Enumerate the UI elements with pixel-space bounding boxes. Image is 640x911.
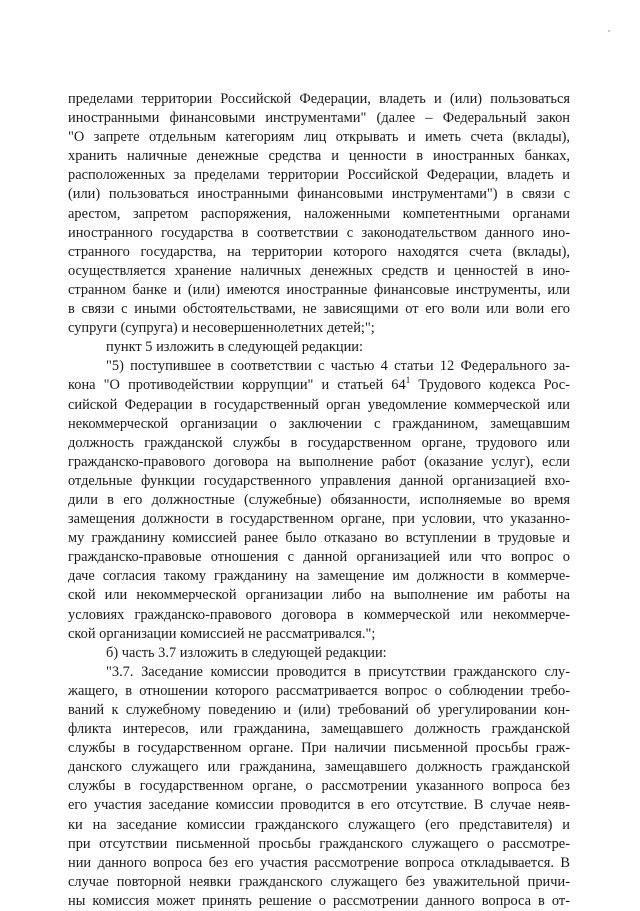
text-line: замещения должности в государственном органе, при условии, что указанно- [68,511,570,528]
text-line: дили в его должностные (служебные) обязанности, исполняемые во время [68,491,570,508]
text-line: жащего, в отношении которого рассматривается вопрос о соблюдении требо- [68,682,570,699]
text-line: данского служащего или гражданина, замещавшего должность гражданской [68,759,570,776]
text-line: нии данного вопроса без его участия рассмотрение вопроса откладывается. В [68,854,570,871]
text-line: "О запрете отдельным категориям лиц открывать и иметь счета (вклады), [68,129,570,146]
document-body [68,90,570,911]
text-line: ки на заседание комиссии гражданского служащего (его представителя) и [68,816,570,833]
text-line: даче согласия такому гражданину на замещение им должности в коммерче- [68,568,570,585]
text-line: ны комиссия может принять решение о рассмотрении данного вопроса в от- [68,892,570,909]
paragraph-heading: б) часть 3.7 изложить в следующей редакции: [106,644,387,661]
text-line: ваний к служебному поведению и (или) требований об урегулировании кон- [68,702,570,718]
scan-speck [608,30,610,32]
text-line: фликта интересов, или гражданина, замещавшего должность гражданской [68,721,570,738]
text-line: отдельные функции государственного управления данной организацией вхо- [68,472,570,489]
text-line: гражданско-правового договора на выполнение работ (оказание услуг), если [68,453,570,470]
text-line: осуществляется хранение наличных денежных средств и ценностей в ино- [68,262,570,279]
text-line: пределами территории Российской Федерации, владеть и (или) пользоваться [68,91,570,107]
text-fragment: Трудового кодекса Рос- [410,377,570,394]
paragraph-heading: пункт 5 изложить в следующей редакции: [106,339,363,356]
text-line: странного государства, на территории которого находятся счета (вклады), [68,243,570,260]
text-line: арестом, запретом распоряжения, наложенными компетентными органами [68,205,570,222]
text-line-with-superscript [68,376,570,395]
text-line: "5) поступившее в соответствии с частью 4 статьи 12 Федерального за- [106,358,570,375]
text-line: расположенных за пределами территории Российской Федерации, владеть и [68,167,570,184]
text-line: службы в государственном органе, о рассмотрении указанного вопроса без [68,778,570,795]
text-line: условиях гражданско-правового договора в коммерческой или некоммерче- [68,606,570,623]
text-line: (или) пользоваться иностранными финансовыми инструментами") в связи с [68,186,570,203]
text-line: ской или некоммерческой организации либо на выполнение им работы на [68,587,570,604]
text-line: странном банке и (или) имеются иностранные финансовые инструменты, или [68,281,570,298]
text-line: хранить наличные денежные средства и ценности в иностранных банках, [68,148,570,165]
text-line: иностранными финансовыми инструментами" (далее – Федеральный закон [68,110,570,127]
text-line: в связи с иными обстоятельствами, не зависящими от его воли или воли его [68,301,570,318]
text-line: сийской Федерации в государственный орган уведомление коммерческой или [68,396,570,413]
text-line: его участия заседание комиссии проводится в его отсутствие. В случае неяв- [68,797,570,814]
text-line: некоммерческой организации о заключении с гражданином, замещавшим [68,415,570,432]
text-line: при отсутствии письменной просьбы гражданского служащего о рассмотре- [68,835,570,852]
text-line: ской организации комиссией не рассматривался."; [68,625,376,642]
text-line: "3.7. Заседание комиссии проводится в присутствии гражданского слу- [106,663,570,680]
text-line: должность гражданской службы в государственном органе, трудового или [68,434,570,451]
text-line: супруги (супруга) и несовершеннолетних детей;"; [68,320,375,337]
text-fragment: кона "О противодействии коррупции" и статьей 64 [68,377,406,394]
text-line: службы в государственном органе. При наличии письменной просьбы граж- [68,740,570,757]
text-line: случае повторной неявки гражданского служащего без уважительной причи- [68,873,570,890]
text-line: иностранного государства в соответствии с законодательством данного ино- [68,224,570,241]
text-line: му гражданину комиссией ранее было отказано во вступлении в трудовые и [68,530,570,547]
superscript: 1 [405,375,411,386]
text-line: гражданско-правовые отношения с данной организацией или что вопрос о [68,549,570,566]
